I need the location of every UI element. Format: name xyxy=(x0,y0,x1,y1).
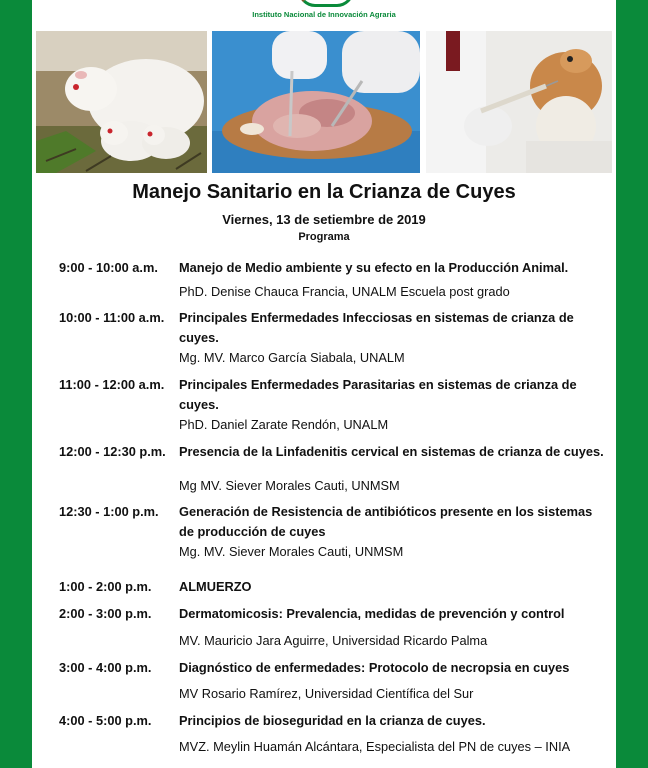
schedule-topic: Manejo de Medio ambiente y su efecto en la Producción Animal. xyxy=(179,260,569,275)
schedule-time: 11:00 - 12:00 a.m. xyxy=(59,377,165,392)
schedule-topic: ALMUERZO xyxy=(179,579,252,594)
logo-swoosh-icon xyxy=(298,0,354,7)
schedule-time: 12:00 - 12:30 p.m. xyxy=(59,444,166,459)
schedule-speaker: MV. Mauricio Jara Aguirre, Universidad Ricardo Palma xyxy=(179,633,488,648)
schedule-speaker: Mg MV. Siever Morales Cauti, UNMSM xyxy=(179,478,400,493)
schedule-topic: Diagnóstico de enfermedades: Protocolo de necropsia en cuyes xyxy=(179,660,570,675)
white-guinea-pigs-photo xyxy=(36,31,207,173)
schedule-time: 9:00 - 10:00 a.m. xyxy=(59,260,158,275)
event-date: Viernes, 13 de setiembre de 2019 xyxy=(222,212,426,227)
program-subtitle: Programa xyxy=(298,231,350,243)
schedule-topic: Principios de bioseguridad en la crianza de cuyes. xyxy=(179,713,486,728)
schedule-speaker: MVZ. Meylin Huamán Alcántara, Especialista del PN de cuyes – INIA xyxy=(179,739,571,754)
schedule-time: 2:00 - 3:00 p.m. xyxy=(59,606,152,621)
flyer-page xyxy=(32,0,616,768)
schedule-topic: Generación de Resistencia de antibióticos presente en los sistemas de producción de cuyes xyxy=(179,504,593,539)
schedule-time: 10:00 - 11:00 a.m. xyxy=(59,310,165,325)
schedule-topic: Presencia de la Linfadenitis cervical en sistemas de crianza de cuyes. xyxy=(179,444,604,459)
inia-logo xyxy=(32,0,616,28)
schedule-speaker: Mg. MV. Siever Morales Cauti, UNMSM xyxy=(179,544,404,559)
schedule-time: 3:00 - 4:00 p.m. xyxy=(59,660,152,675)
necropsy-photo xyxy=(212,31,420,173)
schedule-time: 1:00 - 2:00 p.m. xyxy=(59,579,152,594)
photo-strip xyxy=(36,31,612,173)
schedule-topic: Dermatomicosis: Prevalencia, medidas de prevención y control xyxy=(179,606,565,621)
schedule-topic: Principales Enfermedades Parasitarias en sistemas de crianza de cuyes. xyxy=(179,377,577,412)
schedule-time: 4:00 - 5:00 p.m. xyxy=(59,713,152,728)
schedule-topic: Principales Enfermedades Infecciosas en sistemas de crianza de cuyes. xyxy=(179,310,574,345)
schedule-speaker: PhD. Denise Chauca Francia, UNALM Escuela post grado xyxy=(179,284,510,299)
schedule-speaker: MV Rosario Ramírez, Universidad Científica del Sur xyxy=(179,686,474,701)
schedule-speaker: Mg. MV. Marco García Siabala, UNALM xyxy=(179,350,405,365)
guinea-pig-injection-photo xyxy=(426,31,612,173)
logo-text: Instituto Nacional de Innovación Agraria xyxy=(252,10,396,19)
schedule-speaker: PhD. Daniel Zarate Rendón, UNALM xyxy=(179,417,389,432)
event-title: Manejo Sanitario en la Crianza de Cuyes xyxy=(132,181,516,203)
schedule-time: 12:30 - 1:00 p.m. xyxy=(59,504,159,519)
